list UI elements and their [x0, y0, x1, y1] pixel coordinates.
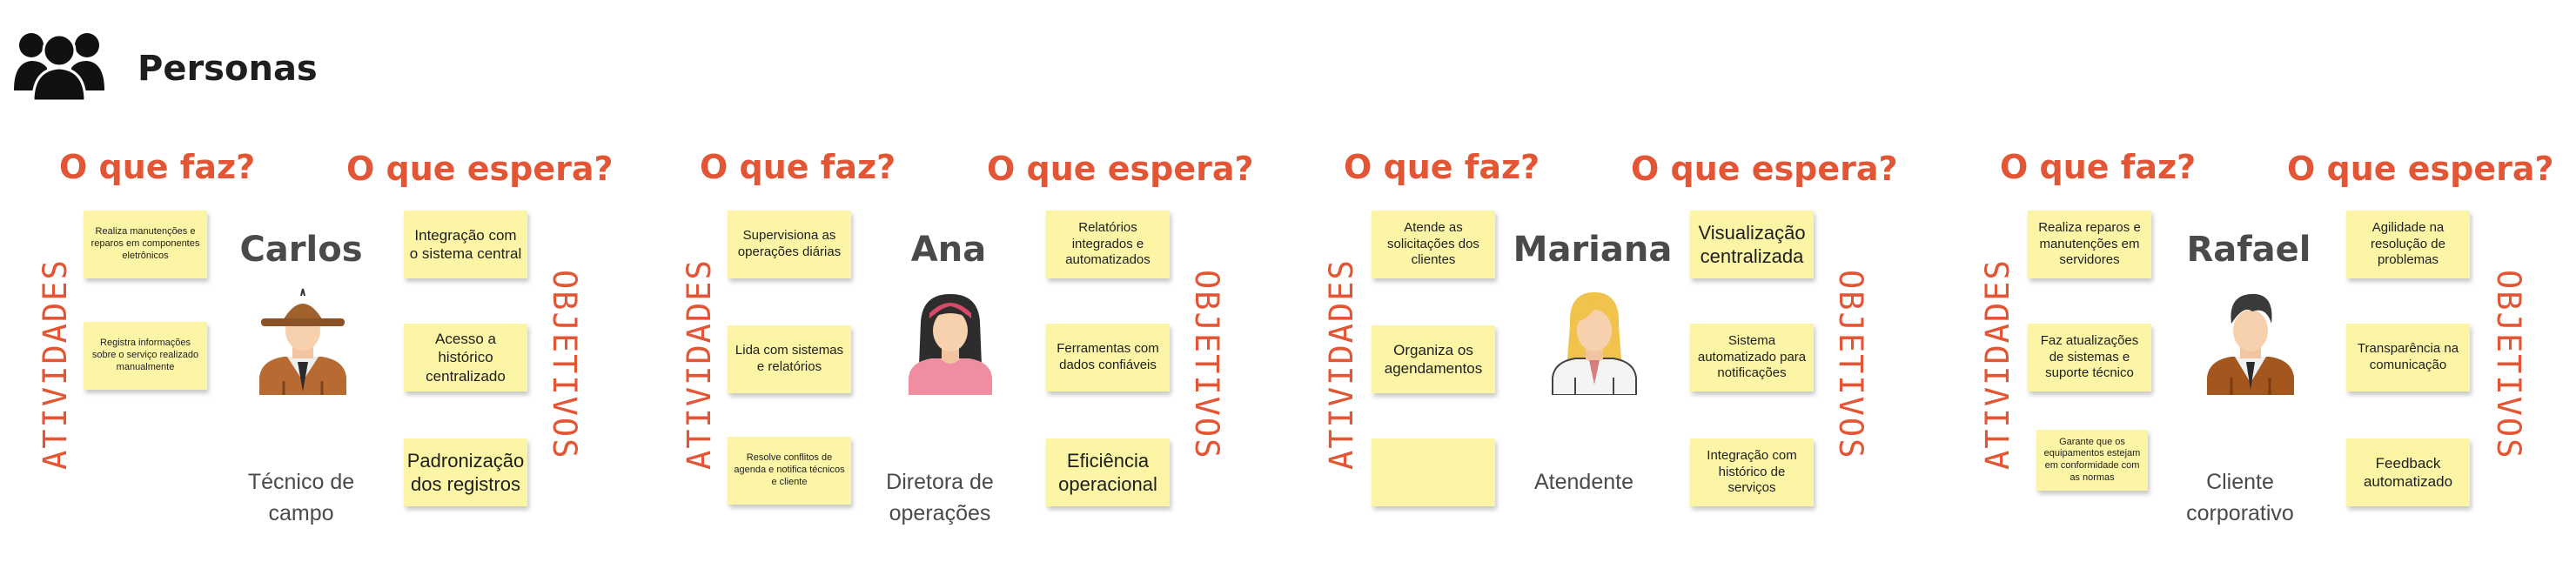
objective-note[interactable]: Acesso a histórico centralizado	[404, 324, 527, 391]
persona-name: Mariana	[1513, 230, 1673, 270]
activity-note[interactable]: Garante que os equipamentos estejam em conformidade com as normas	[2036, 430, 2148, 491]
objective-note[interactable]: Transparência na comunicação	[2346, 324, 2470, 391]
activity-note-empty[interactable]	[1372, 438, 1495, 506]
objective-note[interactable]: Sistema automatizado para notificações	[1690, 324, 1814, 391]
activity-note[interactable]: Registra informações sobre o serviço realizado manualmente	[84, 322, 207, 390]
persona-name: Carlos	[239, 230, 363, 270]
what-do-heading: O que faz?	[1344, 148, 1540, 186]
activity-note[interactable]: Supervisiona as operações diárias	[728, 211, 851, 278]
activity-note[interactable]: Faz atualizações de sistemas e suporte técnico	[2028, 324, 2151, 391]
objectives-label: OBJETIVOS	[1188, 270, 1225, 460]
persona-ana	[641, 0, 1254, 562]
activities-label: ATIVIDADES	[1979, 258, 2016, 470]
objective-note[interactable]: Agilidade na resolução de problemas	[2346, 211, 2470, 278]
cowboy-technician-icon	[249, 287, 357, 395]
objectives-label: OBJETIVOS	[1832, 270, 1869, 460]
persona-carlos	[0, 0, 614, 562]
what-expect-heading: O que espera?	[2287, 150, 2554, 188]
objective-note[interactable]: Ferramentas com dados confiáveis	[1046, 324, 1170, 391]
what-do-heading: O que faz?	[2000, 148, 2197, 186]
woman-attendant-icon	[1540, 287, 1648, 395]
objective-note[interactable]: Visualização centralizada	[1690, 211, 1814, 278]
objective-note[interactable]: Feedback automatizado	[2346, 438, 2470, 506]
persona-role: Técnico de campo	[247, 470, 355, 526]
activity-note[interactable]: Resolve conflitos de agenda e notifica técnicos e cliente	[728, 437, 851, 505]
objective-note[interactable]: Integração com o sistema central	[404, 211, 527, 278]
businessman-icon	[2197, 287, 2304, 395]
activities-label: ATIVIDADES	[1323, 258, 1360, 470]
activity-note[interactable]: Lida com sistemas e relatórios	[728, 325, 851, 393]
activity-note[interactable]: Organiza os agendamentos	[1372, 325, 1495, 393]
objectives-label: OBJETIVOS	[546, 270, 583, 460]
persona-role: Atendente	[1534, 470, 1633, 494]
persona-rafael	[1941, 0, 2554, 562]
objective-note[interactable]: Relatórios integrados e automatizados	[1046, 211, 1170, 278]
persona-role: Diretora de operações	[886, 470, 994, 526]
activity-note[interactable]: Realiza manutenções e reparos em componentes eletrônicos	[84, 211, 207, 278]
what-expect-heading: O que espera?	[987, 150, 1254, 188]
activity-note[interactable]: Realiza reparos e manutenções em servidores	[2028, 211, 2151, 278]
persona-mariana	[1285, 0, 1898, 562]
what-do-heading: O que faz?	[59, 148, 256, 186]
activity-note[interactable]: Atende as solicitações dos clientes	[1372, 211, 1495, 278]
objective-note[interactable]: Eficiência operacional	[1046, 438, 1170, 506]
objective-note[interactable]: Integração com histórico de serviços	[1690, 438, 1814, 506]
objective-note[interactable]: Padronização dos registros	[404, 438, 527, 506]
persona-name: Ana	[910, 230, 987, 270]
activities-label: ATIVIDADES	[681, 258, 718, 470]
persona-role: Cliente corporativo	[2186, 470, 2294, 526]
woman-director-icon	[896, 287, 1004, 395]
what-expect-heading: O que espera?	[346, 150, 614, 188]
persona-name: Rafael	[2186, 230, 2311, 270]
what-expect-heading: O que espera?	[1631, 150, 1898, 188]
activities-label: ATIVIDADES	[37, 258, 74, 470]
objectives-label: OBJETIVOS	[2490, 270, 2527, 460]
page-title: Personas	[138, 49, 318, 89]
what-do-heading: O que faz?	[700, 148, 896, 186]
